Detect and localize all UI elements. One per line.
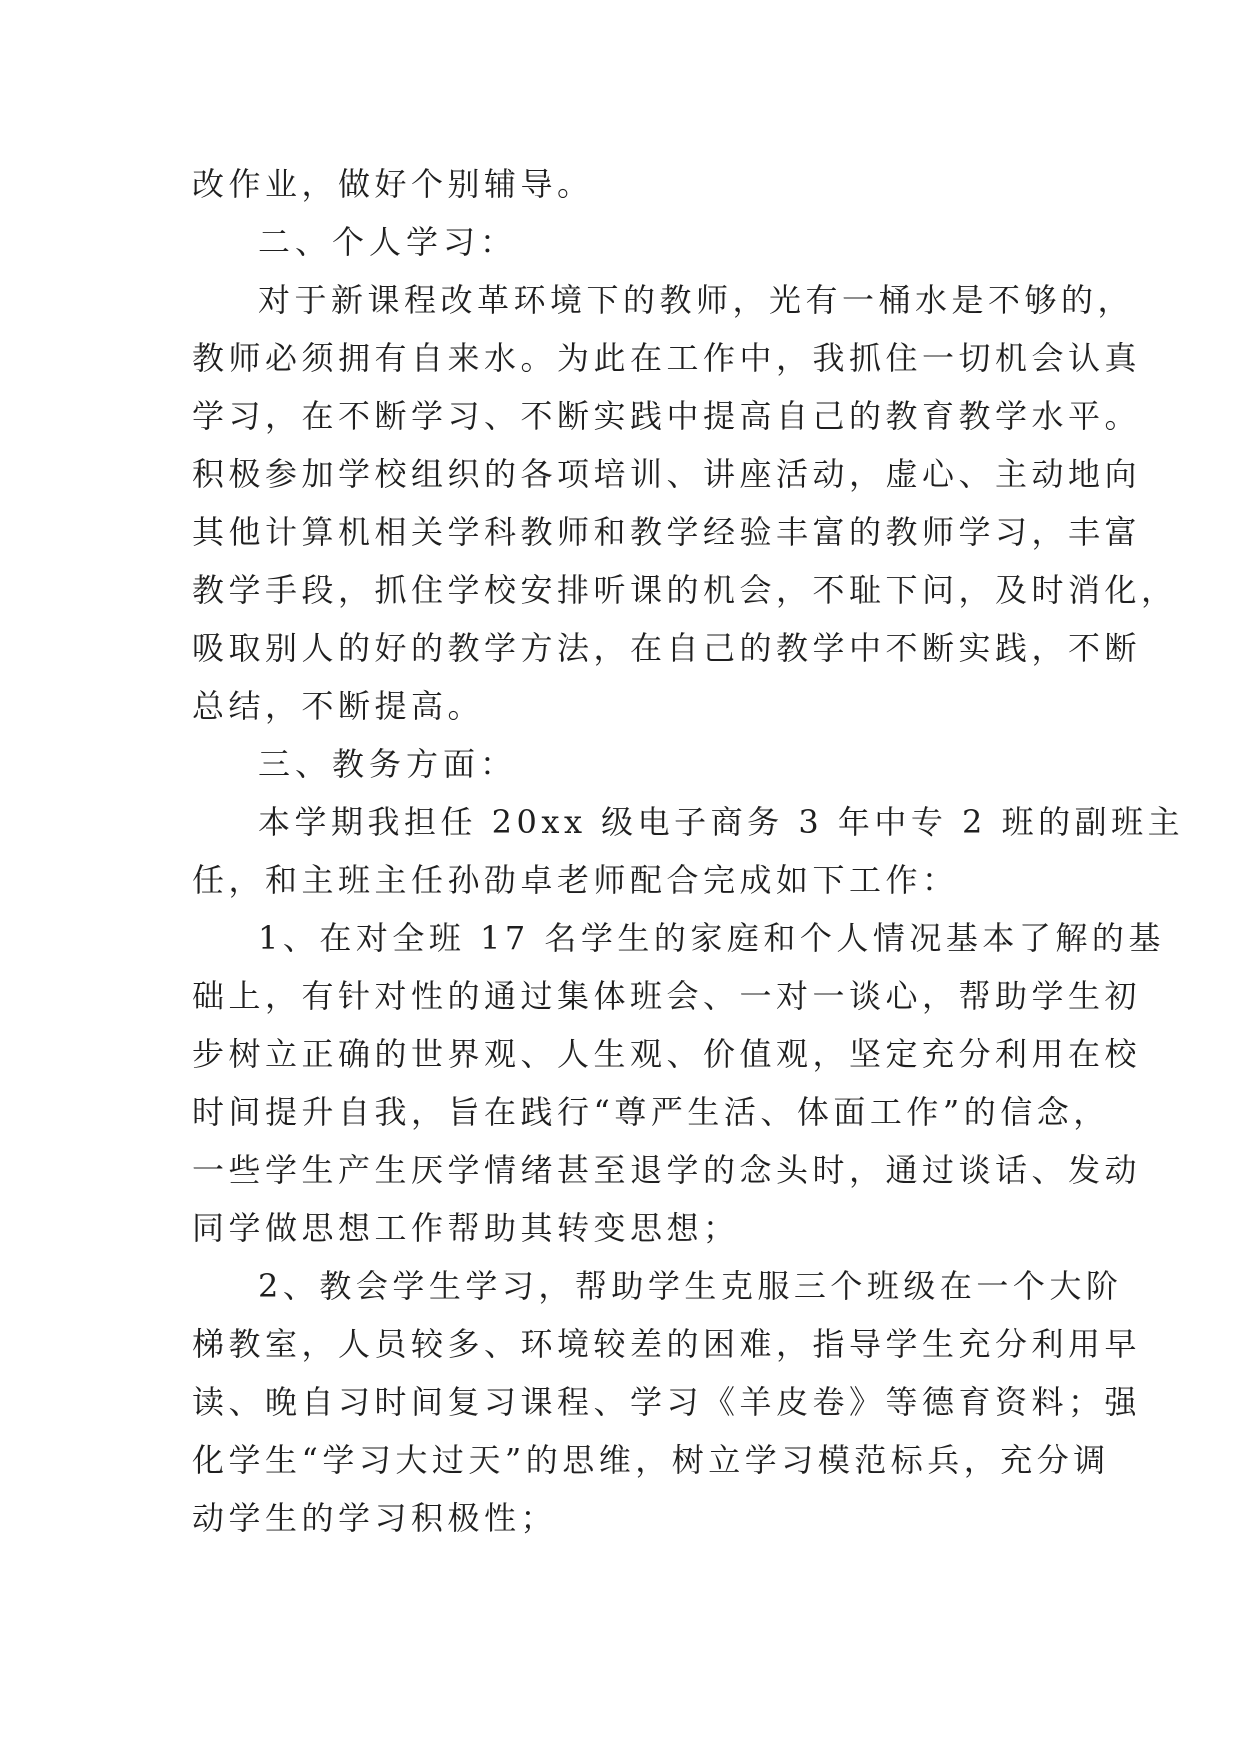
section-heading-academic-affairs: 三、教务方面： [258,745,518,783]
document-body [192,155,1185,1547]
paragraph-line: 2、教会学生学习，帮助学生克服三个班级在一个大阶 [258,1267,1123,1305]
paragraph-line: 任，和主班主任孙劭卓老师配合完成如下工作： [192,861,959,899]
paragraph-line: 化学生“学习大过天”的思维，树立学习模范标兵，充分调 [192,1441,1110,1479]
paragraph-line: 本学期我担任 20xx 级电子商务 3 年中专 2 班的副班主 [258,803,1185,841]
section-heading-personal-study: 二、个人学习： [258,223,518,261]
paragraph-line: 积极参加学校组织的各项培训、讲座活动，虚心、主动地向 [192,455,1142,493]
paragraph-line: 吸取别人的好的教学方法，在自己的教学中不断实践，不断 [192,629,1142,667]
paragraph-line: 总结，不断提高。 [192,687,485,725]
paragraph-line: 其他计算机相关学科教师和教学经验丰富的教师学习，丰富 [192,513,1142,551]
paragraph-line: 同学做思想工作帮助其转变思想； [192,1209,740,1247]
paragraph-line: 教师必须拥有自来水。为此在工作中，我抓住一切机会认真 [192,339,1142,377]
paragraph-line: 学习，在不断学习、不断实践中提高自己的教育教学水平。 [192,397,1142,435]
paragraph-line: 础上，有针对性的通过集体班会、一对一谈心，帮助学生初 [192,977,1142,1015]
paragraph-line: 教学手段，抓住学校安排听课的机会，不耻下问，及时消化， [192,571,1178,609]
paragraph-line: 一些学生产生厌学情绪甚至退学的念头时，通过谈话、发动 [192,1151,1142,1189]
paragraph-line: 对于新课程改革环境下的教师，光有一桶水是不够的， [258,281,1135,319]
paragraph-line: 梯教室，人员较多、环境较差的困难，指导学生充分利用早 [192,1325,1142,1363]
paragraph-line: 1、在对全班 17 名学生的家庭和个人情况基本了解的基 [258,919,1165,957]
paragraph-line: 改作业，做好个别辅导。 [192,165,594,203]
paragraph-line: 时间提升自我，旨在践行“尊严生活、体面工作”的信念， [192,1093,1110,1131]
paragraph-line: 读、晚自习时间复习课程、学习《羊皮卷》等德育资料；强 [192,1383,1142,1421]
paragraph-line: 步树立正确的世界观、人生观、价值观，坚定充分利用在校 [192,1035,1142,1073]
paragraph-line: 动学生的学习积极性； [192,1499,558,1537]
